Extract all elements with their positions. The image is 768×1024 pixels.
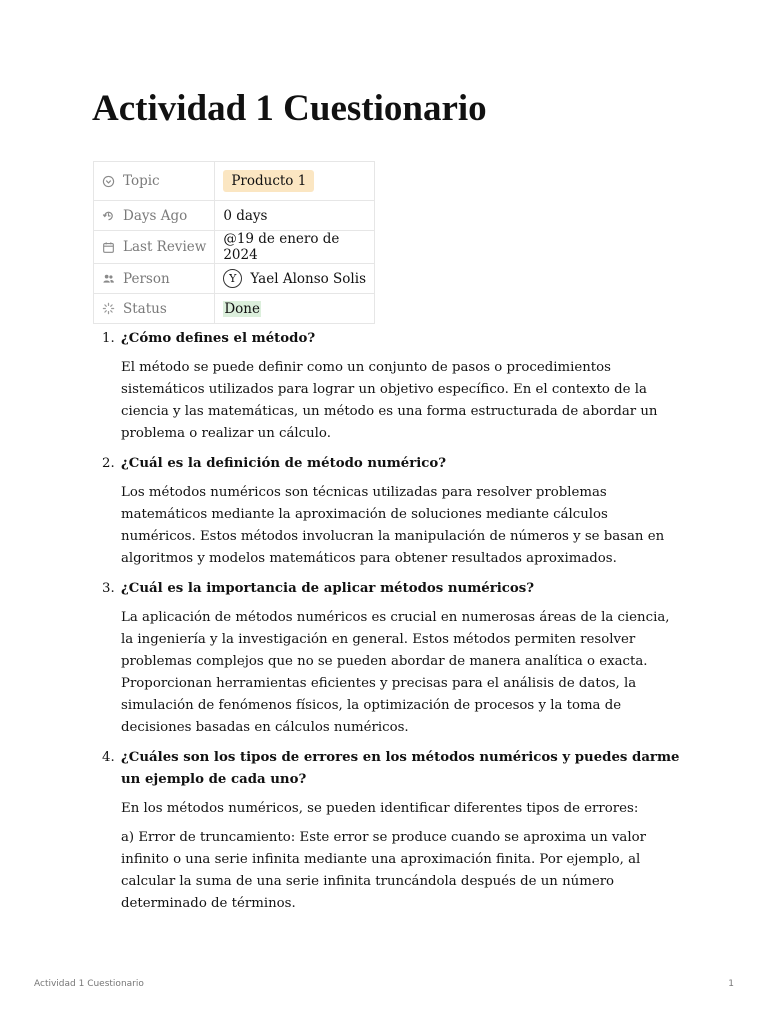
people-icon	[102, 272, 115, 285]
status-loader-icon	[102, 302, 115, 315]
question-number: 2.	[102, 456, 115, 471]
question-text: ¿Cuál es la importancia de aplicar métodos numéricos?	[121, 581, 535, 596]
question-text: ¿Cómo defines el método?	[121, 331, 316, 346]
answer-paragraph: a) Error de truncamiento: Este error se produce cuando se aproxima un valor infinito o una serie infinita mediante una aproximación finita. Por ejemplo, al calcular la suma de una serie infinita truncándola después de un número determinado de términos.	[121, 830, 646, 911]
question-number: 1.	[102, 331, 115, 346]
property-value-person[interactable]	[215, 264, 375, 294]
question-item	[92, 578, 682, 739]
property-key-days-ago	[94, 201, 215, 231]
property-value-last-review[interactable]: @19 de enero de 2024	[215, 231, 375, 264]
property-key-topic	[94, 162, 215, 201]
property-row-status	[94, 294, 375, 324]
questions-list	[92, 328, 682, 915]
property-key-last-review	[94, 231, 215, 264]
question-text: ¿Cuál es la definición de método numérico?	[121, 456, 447, 471]
property-label-status: Status	[123, 300, 167, 317]
property-row-days-ago	[94, 201, 375, 231]
question-item	[92, 747, 682, 915]
answer-paragraph: Los métodos numéricos son técnicas utilizadas para resolver problemas matemáticos mediante la aproximación de soluciones mediante cálculos numéricos. Estos métodos involucran la manipulación de números y se basan en algoritmos y modelos matemáticos para obtener resultados aproximados.	[121, 485, 665, 566]
question-item	[92, 453, 682, 570]
property-label-topic: Topic	[123, 173, 160, 189]
topic-select-icon	[102, 175, 115, 188]
avatar: Y	[223, 269, 242, 288]
answer-paragraph: La aplicación de métodos numéricos es crucial en numerosas áreas de la ciencia, la ingeniería y la investigación en general. Estos métodos permiten resolver problemas complejos que no se pueden abordar de manera analítica o exacta. Proporcionan herramientas eficientes y precisas para el análisis de datos, la simulación de fenómenos físicos, la optimización de procesos y la toma de decisiones basadas en cálculos numéricos.	[121, 610, 670, 735]
calendar-icon	[102, 241, 115, 254]
status-badge[interactable]: Done	[224, 300, 260, 317]
topic-tag[interactable]: Producto 1	[223, 170, 314, 192]
property-row-topic	[94, 162, 375, 201]
answer-paragraph: El método se puede definir como un conjunto de pasos o procedimientos sistemáticos utilizados para lograr un objetivo específico. En el contexto de la ciencia y las matemáticas, un método es una forma estructurada de abordar un problema o realizar un cálculo.	[121, 360, 658, 441]
property-value-days-ago: 0 days	[215, 201, 375, 231]
question-item	[92, 328, 682, 445]
question-text: ¿Cuáles son los tipos de errores en los métodos numéricos y puedes darme un ejemplo de cada uno?	[121, 750, 680, 787]
footer-title: Actividad 1 Cuestionario	[34, 979, 144, 989]
property-label-person: Person	[123, 270, 170, 287]
property-key-status	[94, 294, 215, 324]
property-row-last-review	[94, 231, 375, 264]
property-value-topic[interactable]	[215, 162, 375, 201]
page-footer	[34, 979, 734, 989]
property-key-person	[94, 264, 215, 294]
page-title: Actividad 1 Cuestionario	[92, 88, 487, 129]
property-value-status[interactable]	[215, 294, 375, 324]
answer-paragraph: En los métodos numéricos, se pueden identificar diferentes tipos de errores:	[121, 801, 639, 816]
property-label-days-ago: Days Ago	[123, 207, 188, 224]
property-label-last-review: Last Review	[123, 239, 207, 255]
property-row-person	[94, 264, 375, 294]
person-name: Yael Alonso Solis	[250, 270, 366, 287]
footer-page-number: 1	[728, 979, 734, 989]
question-number: 3.	[102, 581, 115, 596]
properties-table	[93, 161, 375, 324]
question-number: 4.	[102, 750, 115, 765]
formula-icon	[102, 209, 115, 222]
